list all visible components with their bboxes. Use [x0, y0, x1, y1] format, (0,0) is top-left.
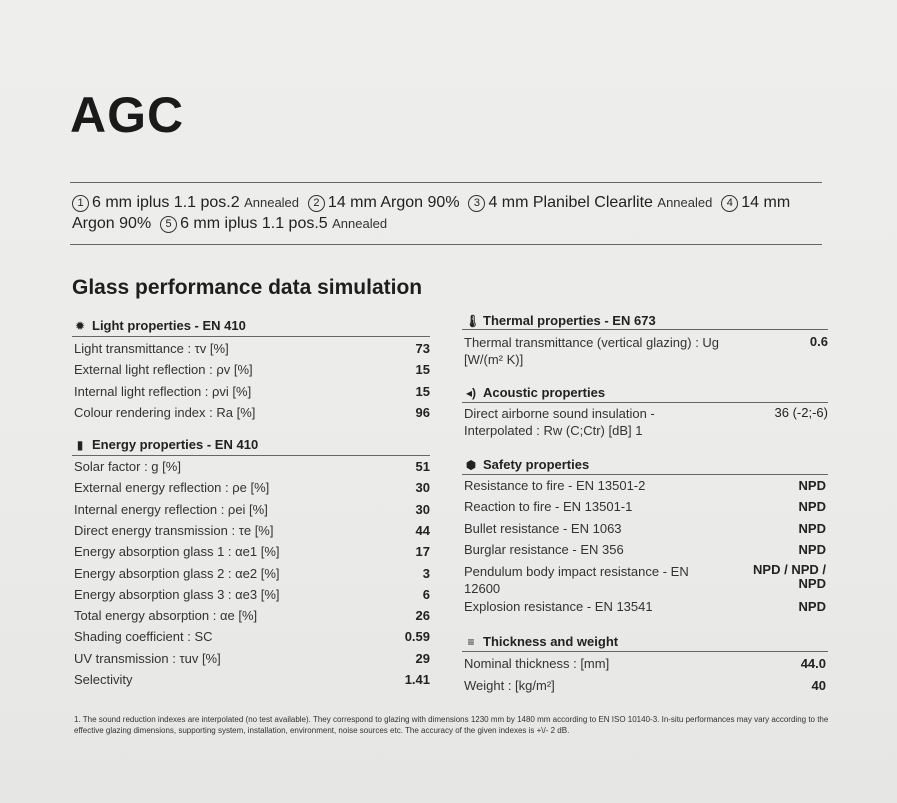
- safety-row: [464, 478, 826, 493]
- row-value: 44.0: [800, 656, 826, 671]
- safety-row: [464, 499, 826, 514]
- row-label: External light reflection : ρv [%]: [74, 362, 253, 378]
- thermal-properties-heading: 🌡︎ Thermal properties - EN 673: [465, 313, 656, 328]
- row-value: NPD / NPD / NPD: [753, 562, 826, 592]
- energy-row: [74, 587, 430, 602]
- safety-row: [464, 521, 826, 536]
- energy-row: [74, 523, 430, 538]
- light-row: [74, 362, 430, 377]
- glass-composition: [72, 192, 822, 234]
- light-row: [74, 341, 430, 356]
- energy-row: [74, 459, 430, 474]
- circled-number-icon: 5: [160, 216, 177, 233]
- composition-item-3: 3 4 mm Planibel Clearlite Annealed: [468, 194, 712, 211]
- sun-icon: ✹: [74, 318, 86, 333]
- divider: [462, 651, 828, 652]
- page-title: Glass performance data simulation: [72, 276, 423, 299]
- footnote: 1. The sound reduction indexes are interpolated (no test available). They correspond to glazing with dimensions 1230 mm by 1480 mm according to EN ISO 10140-3. In-situ performances may vary according to the effective glazing dimensions, supporting system, installation, environment, noise sources etc. The accuracy of the given indexes is +\/- 2 dB.: [74, 715, 829, 735]
- row-value: 44: [415, 522, 430, 538]
- energy-row: [74, 480, 430, 495]
- row-value: NPD: [798, 520, 826, 536]
- row-value: 15: [415, 362, 430, 378]
- divider: [462, 402, 828, 403]
- row-label: Direct energy transmission : τe [%]: [74, 522, 274, 538]
- energy-properties-heading: ▮ Energy properties - EN 410: [74, 437, 258, 452]
- circled-number-icon: 4: [721, 195, 738, 212]
- composition-item-2: 2 14 mm Argon 90%: [308, 194, 460, 211]
- composition-item-4: 4 14 mm Argon 90%: [72, 194, 791, 232]
- row-value: 30: [415, 501, 430, 517]
- energy-row: [74, 502, 430, 517]
- light-properties-heading: ✹ Light properties - EN 410: [74, 318, 246, 333]
- safety-row: [464, 599, 826, 614]
- row-label: Bullet resistance - EN 1063: [464, 520, 622, 536]
- acoustic-properties-heading: ◂) Acoustic properties: [465, 385, 606, 400]
- battery-icon: ▮: [76, 437, 84, 452]
- speaker-icon: ◂): [465, 385, 477, 400]
- circled-number-icon: 3: [468, 195, 485, 212]
- row-value: 6: [422, 586, 430, 602]
- divider: [462, 329, 828, 330]
- safety-row: [464, 563, 826, 597]
- row-label: Nominal thickness : [mm]: [464, 656, 610, 671]
- energy-row: [74, 566, 430, 581]
- circled-number-icon: 2: [308, 195, 325, 212]
- row-label: Pendulum body impact resistance - EN 12600: [464, 564, 689, 597]
- energy-row: [74, 651, 430, 666]
- thickness-row: [464, 656, 826, 671]
- row-value: 15: [415, 383, 430, 399]
- acoustic-row: Direct airborne sound insulation - Interpolated : Rw (C;Ctr) [dB] 1 36 (-2;-6): [464, 405, 828, 438]
- shield-icon: ⬢: [465, 457, 477, 472]
- row-value: NPD: [798, 478, 826, 493]
- row-value: 17: [415, 544, 430, 560]
- thickness-weight-heading: ≡ Thickness and weight: [465, 634, 618, 649]
- row-label: Burglar resistance - EN 356: [464, 541, 624, 557]
- energy-row: [74, 672, 430, 687]
- row-label: External energy reflection : ρe [%]: [74, 480, 270, 496]
- row-value: NPD: [798, 598, 826, 614]
- row-value: 1.41: [404, 672, 430, 687]
- row-value: 96: [415, 404, 430, 420]
- row-value: 51: [415, 459, 430, 474]
- energy-row: [74, 544, 430, 559]
- row-value: 40: [811, 677, 826, 693]
- energy-row: [74, 629, 430, 644]
- row-label: Energy absorption glass 2 : αe2 [%]: [74, 565, 280, 581]
- circled-number-icon: 1: [72, 195, 89, 212]
- row-label: Explosion resistance - EN 13541: [464, 598, 653, 614]
- row-label: Shading coefficient : SC: [74, 629, 213, 645]
- agc-logo: AGC: [70, 87, 185, 143]
- row-label: Colour rendering index : Ra [%]: [74, 404, 256, 420]
- row-label: Light transmittance : τv [%]: [74, 341, 229, 356]
- energy-row: [74, 608, 430, 623]
- row-value: NPD: [798, 541, 826, 557]
- row-value: 3: [422, 565, 430, 581]
- row-label: Internal energy reflection : ρei [%]: [74, 501, 268, 517]
- divider: [70, 244, 822, 245]
- row-label: Solar factor : g [%]: [74, 459, 181, 474]
- row-label: Selectivity: [74, 672, 133, 687]
- row-value: NPD: [798, 499, 826, 515]
- row-label: UV transmission : τuv [%]: [74, 650, 221, 666]
- row-value: 73: [415, 341, 430, 356]
- composition-item-5: 5 6 mm iplus 1.1 pos.5 Annealed: [160, 215, 387, 232]
- thermometer-icon: 🌡︎: [465, 313, 481, 328]
- row-label: Internal light reflection : ρvi [%]: [74, 383, 252, 399]
- thermal-row: Thermal transmittance (vertical glazing) : Ug [W/(m² K)] 0.6: [464, 334, 828, 367]
- row-label: Resistance to fire - EN 13501-2: [464, 478, 646, 493]
- row-label: Reaction to fire - EN 13501-1: [464, 499, 633, 515]
- row-value: 26: [415, 608, 430, 624]
- safety-properties-heading: ⬢ Safety properties: [465, 457, 590, 472]
- light-row: [74, 384, 430, 399]
- row-value: 29: [415, 650, 430, 666]
- safety-row: [464, 542, 826, 557]
- divider: [462, 474, 828, 475]
- divider: [72, 455, 430, 456]
- light-row: [74, 405, 430, 420]
- divider: [72, 336, 430, 337]
- row-label: Energy absorption glass 3 : αe3 [%]: [74, 586, 280, 602]
- row-label: Total energy absorption : αe [%]: [74, 608, 258, 624]
- thickness-row: [464, 678, 826, 693]
- row-label: Energy absorption glass 1 : αe1 [%]: [74, 544, 280, 560]
- divider: [70, 182, 822, 183]
- composition-item-1: 1 6 mm iplus 1.1 pos.2 Annealed: [72, 194, 299, 211]
- row-label: Weight : [kg/m²]: [464, 677, 555, 693]
- row-value: 0.59: [404, 629, 430, 645]
- row-value: 30: [415, 480, 430, 496]
- layers-icon: ≡: [467, 634, 475, 649]
